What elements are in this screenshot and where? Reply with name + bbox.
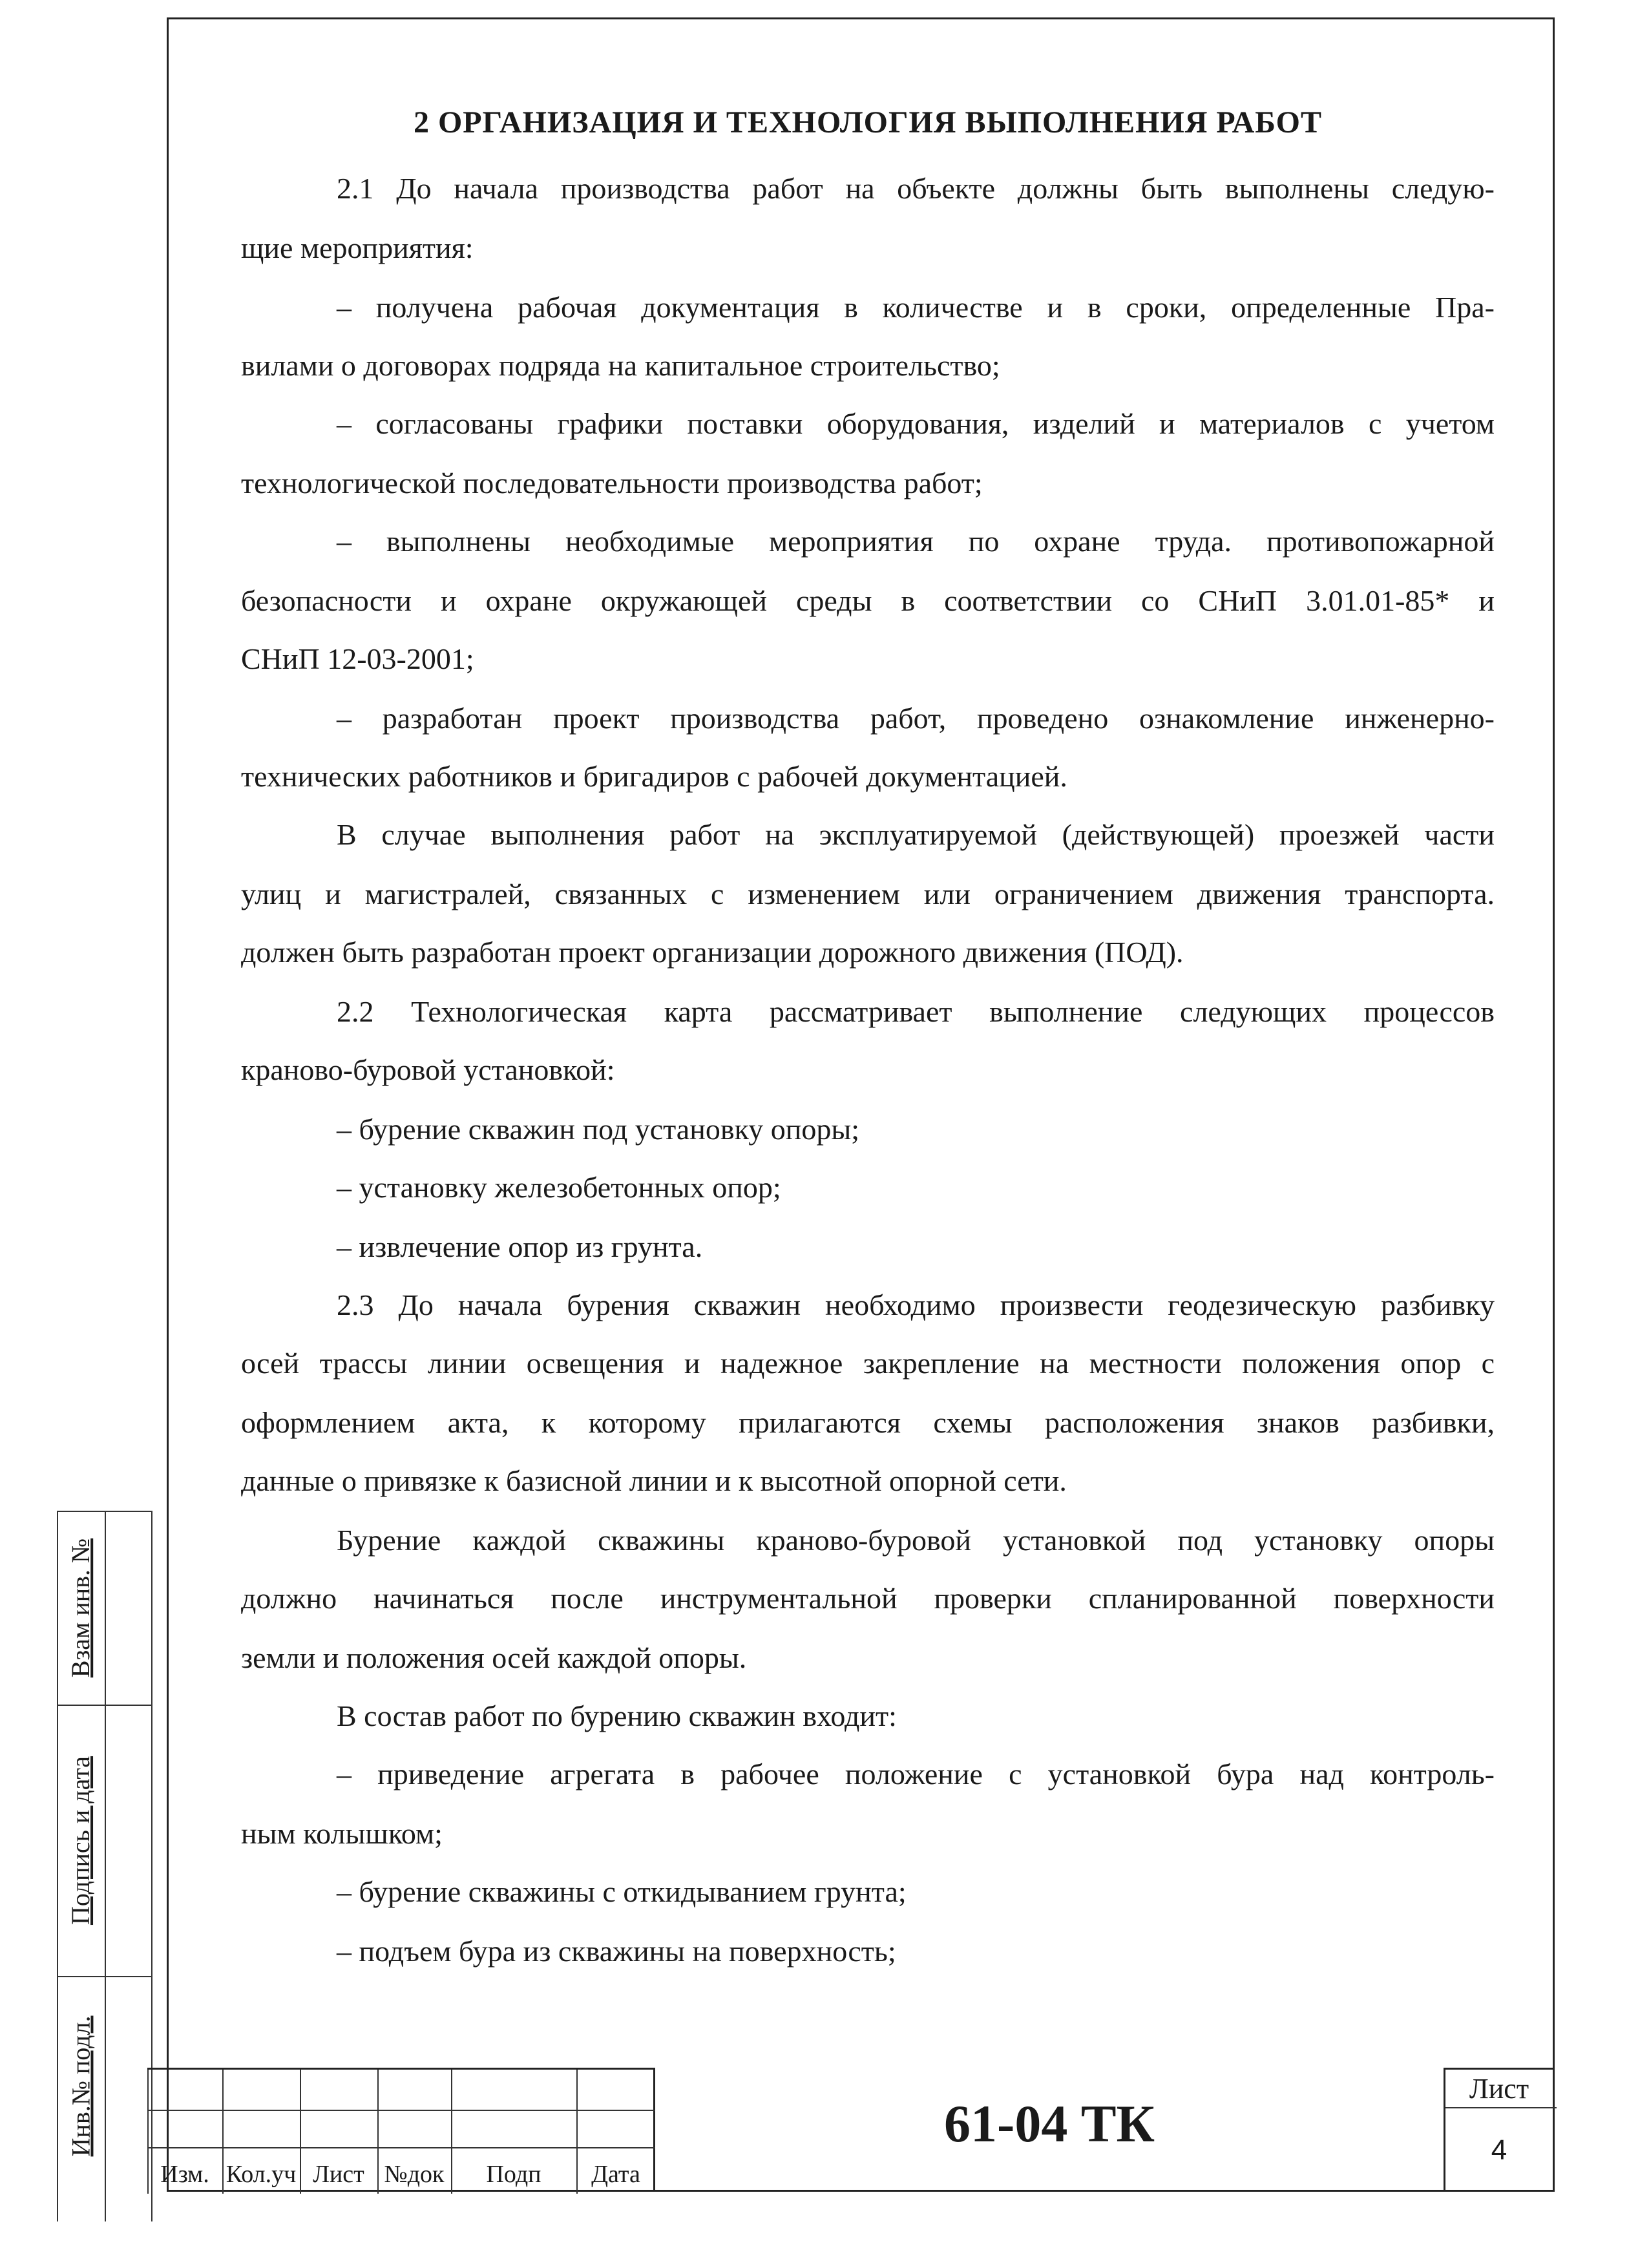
- signature-date-label: Подпись и дата: [66, 1756, 96, 1925]
- document-code: 61-04 ТК: [944, 2094, 1155, 2153]
- text-line: В случае выполнения работ на эксплуатируемой (действующей) проезжей части: [337, 818, 1495, 851]
- sheet-number: 4: [1491, 2134, 1507, 2166]
- text-line: – выполнены необходимые мероприятия по охране труда. противопожарной: [337, 525, 1495, 558]
- text-line: В состав работ по бурению скважин входит:: [337, 1699, 897, 1732]
- text-line: Бурение каждой скважины краново-буровой установкой под установку опоры: [337, 1524, 1495, 1557]
- col-ndok: №док: [384, 2161, 445, 2188]
- col-list: Лист: [313, 2161, 364, 2188]
- text-line: – согласованы графики поставки оборудования, изделий и материалов с учетом: [337, 407, 1495, 440]
- text-line: вилами о договорах подряда на капитальное строительство;: [241, 349, 1000, 382]
- text-line: технических работников и бригадиров с рабочей документацией.: [241, 760, 1067, 793]
- text-line: – разработан проект производства работ, проведено ознакомление инженерно-: [337, 702, 1495, 735]
- text-line: щие мероприятия:: [241, 231, 474, 264]
- col-izm: Изм.: [160, 2161, 209, 2188]
- sheet-label: Лист: [1469, 2073, 1529, 2105]
- text-line: – извлечение опор из грунта.: [337, 1230, 703, 1263]
- text-line: данные о привязке к базисной линии и к высотной опорной сети.: [241, 1464, 1067, 1497]
- col-kol-uch: Кол.уч: [226, 2161, 297, 2188]
- text-line: должно начинаться после инструментальной проверки спланированной поверхности: [241, 1582, 1495, 1615]
- text-line: улиц и магистралей, связанных с изменением или ограничением движения транспорта.: [241, 877, 1495, 910]
- text-line: краново-буровой установкой:: [241, 1053, 615, 1086]
- text-line: – бурение скважин под установку опоры;: [337, 1113, 860, 1146]
- text-line: – установку железобетонных опор;: [337, 1171, 781, 1204]
- text-line: должен быть разработан проект организации дорожного движения (ПОД).: [241, 936, 1184, 969]
- text-line: 2.1 До начала производства работ на объекте должны быть выполнены следую-: [337, 172, 1495, 205]
- text-line: осей трассы линии освещения и надежное закрепление на местности положения опор с: [241, 1347, 1495, 1380]
- text-line: 2.2 Технологическая карта рассматривает выполнение следующих процессов: [337, 995, 1495, 1028]
- text-line: оформлением акта, к которому прилагаются схемы расположения знаков разбивки,: [241, 1406, 1495, 1439]
- col-data: Дата: [591, 2161, 640, 2188]
- sheet-box: [1444, 2068, 1555, 2192]
- text-line: – бурение скважины с откидыванием грунта;: [337, 1875, 907, 1908]
- inventory-label: Инв.№ подл.: [66, 2015, 96, 2156]
- text-line: технологической последовательности производства работ;: [241, 467, 983, 499]
- page-frame: [167, 17, 1555, 2192]
- text-line: СНиП 12-03-2001;: [241, 642, 474, 675]
- vzam-label: Взам инв. №: [66, 1538, 96, 1677]
- text-line: ным колышком;: [241, 1817, 443, 1850]
- text-line: безопасности и охране окружающей среды в соответствии со СНиП 3.01.01-85* и: [241, 584, 1495, 617]
- strip-line: [105, 1511, 106, 2221]
- text-line: – приведение агрегата в рабочее положение с установкой бура над контроль-: [337, 1758, 1495, 1790]
- binding-strip: [57, 1511, 152, 2221]
- section-heading: 2 ОРГАНИЗАЦИЯ И ТЕХНОЛОГИЯ ВЫПОЛНЕНИЯ РАБОТ: [413, 105, 1323, 140]
- text-line: – получена рабочая документация в количестве и в сроки, определенные Пра-: [337, 291, 1495, 324]
- text-line: – подъем бура из скважины на поверхность;: [337, 1935, 896, 1968]
- title-block: [147, 2068, 1555, 2192]
- text-line: земли и положения осей каждой опоры.: [241, 1641, 747, 1674]
- text-line: 2.3 До начала бурения скважин необходимо произвести геодезическую разбивку: [337, 1288, 1495, 1321]
- revision-grid: [147, 2068, 655, 2192]
- col-podp: Подп: [486, 2161, 541, 2188]
